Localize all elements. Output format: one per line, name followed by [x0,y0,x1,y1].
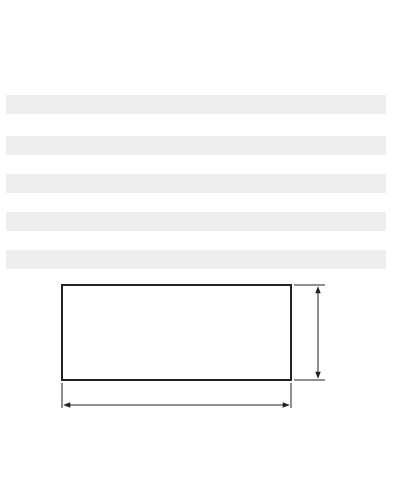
table-row [6,174,386,193]
table-row [6,231,386,250]
table-title [6,95,386,114]
duct-drawing [0,280,400,410]
table-row [6,155,386,174]
duct-body [62,285,291,380]
table-header-row [6,117,386,136]
spec-table [6,95,386,269]
table-row [6,136,386,155]
table-row [6,193,386,212]
table-row [6,212,386,231]
table-row [6,250,386,269]
